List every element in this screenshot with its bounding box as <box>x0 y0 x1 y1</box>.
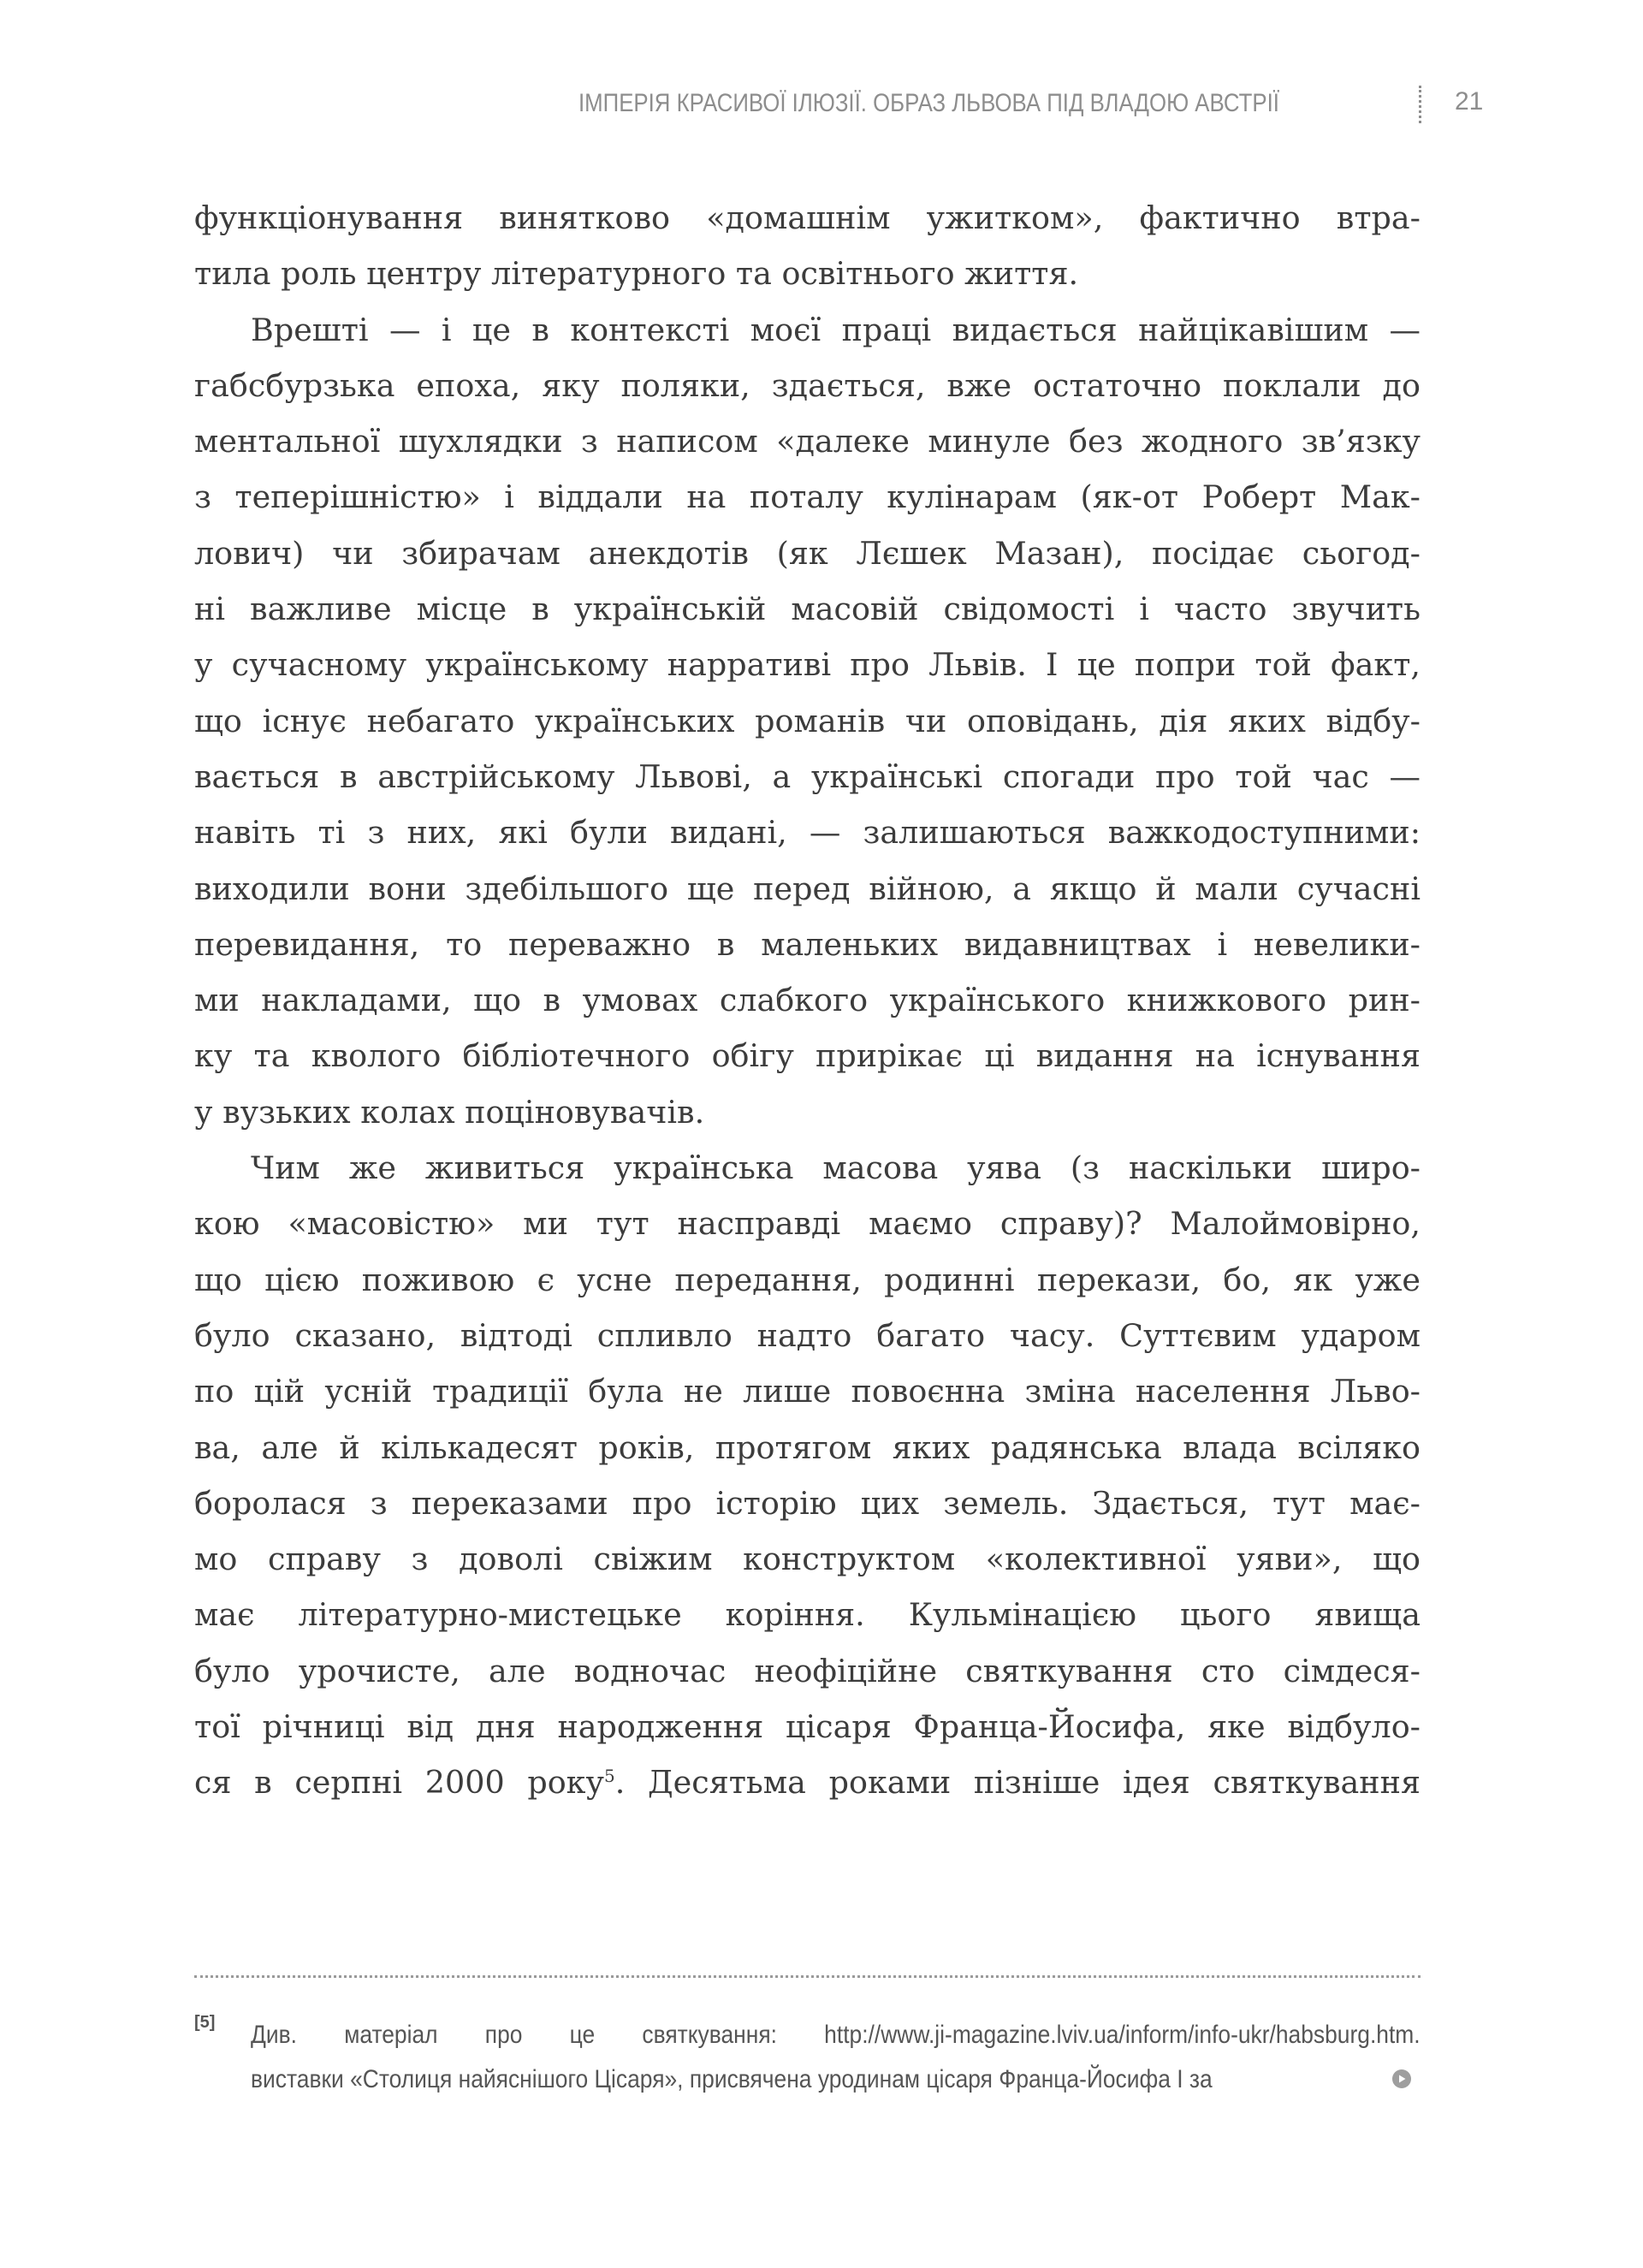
text-line: виходили вони здебільшого ще перед війною, а якщо й мали сучасні <box>194 870 1421 907</box>
text-line: тила роль центру літературного та освітнього життя. <box>194 255 1079 293</box>
text-line: боролася з переказами про історію цих земель. Здається, тут має- <box>194 1484 1421 1522</box>
text-line: ми накладами, що в умовах слабкого українського книжкового рин- <box>194 982 1421 1019</box>
footnote-separator <box>194 1975 1421 1978</box>
text-line: ментальної шухлядки з написом «далеке минуле без жодного зв’язку <box>194 423 1421 460</box>
play-triangle-icon <box>1397 2074 1407 2084</box>
text-line: функціонування винятково «домашнім ужитком», фактично втра- <box>194 199 1421 236</box>
text-line: у сучасному українському нарративі про Львів. І це попри той факт, <box>194 646 1421 684</box>
text-line: має літературно-мистецьке коріння. Кульмінацією цього явища <box>194 1596 1421 1634</box>
text-line: перевидання, то переважно в маленьких видавництвах і невелики- <box>194 925 1421 963</box>
text-line: лович) чи збирачам анекдотів (як Лєшек Мазан), посідає сьогод- <box>194 534 1421 572</box>
text-line: було урочисте, але водночас неофіційне святкування сто сімдеся- <box>194 1652 1421 1689</box>
text-line: габсбурзька епоха, яку поляки, здається, вже остаточно поклали до <box>194 366 1421 404</box>
text-line: ку та кволого бібліотечного обігу прирікає ці видання на існування <box>194 1037 1421 1075</box>
text-line: ва, але й кількадесят років, протягом яких радянська влада всіляко <box>194 1428 1421 1466</box>
text-segment-punct: . <box>614 1764 648 1802</box>
footnote-text <box>251 2013 1421 2102</box>
text-line: вається в австрійському Львові, а українські спогади про той час — <box>194 757 1421 795</box>
text-line: що цією поживою є усне передання, родинні перекази, бо, як уже <box>194 1261 1421 1298</box>
text-line: навіть ті з них, які були видані, — залишаються важкодоступними: <box>194 814 1421 852</box>
running-header <box>578 82 1486 125</box>
header-separator <box>1419 86 1421 123</box>
text-line: кою «масовістю» ми тут насправді маємо справу)? Малоймовірно, <box>194 1205 1421 1243</box>
text-line: що існує небагато українських романів чи оповідань, дія яких відбу- <box>194 702 1421 739</box>
text-segment: ся в серпні 2000 року <box>194 1764 604 1802</box>
footnote-line: виставки «Столиця найяснішого Цісаря», присвячена уродинам цісаря Франца-Йосифа I за <box>251 2065 1213 2093</box>
footnote-line: Див. матеріал про це святкування: http://www.ji-magazine.lviv.ua/inform/info-ukr/habsburg.htm. <box>251 2021 1421 2049</box>
text-segment: Десятьма роками пізніше ідея святкування <box>647 1764 1421 1802</box>
text-line: у вузьких колах поціновувачів. <box>194 1093 705 1131</box>
text-line: з теперішністю» і віддали на поталу кулінарам (як-от Роберт Мак- <box>194 478 1421 516</box>
text-line: Врешті — і це в контексті моєї праці видається найцікавішим — <box>251 311 1421 348</box>
page-number: 21 <box>1455 87 1484 116</box>
body-text <box>194 190 1421 1811</box>
text-line: ні важливе місце в українській масовій свідомості і часто звучить <box>194 591 1421 628</box>
text-line: по цій усній традиції була не лише повоєнна зміна населення Льво- <box>194 1373 1421 1410</box>
footnote-marker: [5] <box>194 2013 216 2032</box>
continue-arrow-icon[interactable] <box>1392 2069 1411 2088</box>
footnote-reference[interactable]: 5 <box>603 1766 615 1787</box>
text-line: тої річниці від дня народження цісаря Франца-Йосифа, яке відбуло- <box>194 1708 1421 1746</box>
text-line: було сказано, відтоді спливло надто багато часу. Суттєвим ударом <box>194 1316 1421 1354</box>
text-line-with-footnote <box>194 1754 1421 1810</box>
text-line: Чим же живиться українська масова уява (з наскільки широ- <box>251 1149 1421 1187</box>
running-title: ІМПЕРІЯ КРАСИВОЇ ІЛЮЗІЇ. ОБРАЗ ЛЬВОВА ПІД ВЛАДОЮ АВСТРІЇ <box>578 89 1279 117</box>
text-line: мо справу з доволі свіжим конструктом «колективної уяви», що <box>194 1541 1421 1578</box>
